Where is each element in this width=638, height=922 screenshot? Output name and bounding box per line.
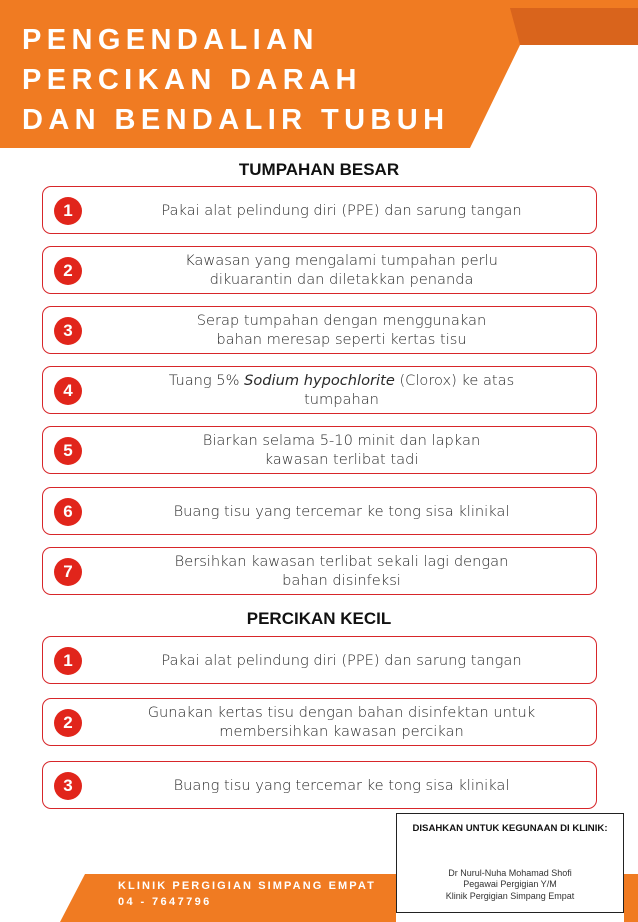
step-text-line: Pakai alat pelindung diri (PPE) dan sarung tangan <box>161 651 522 669</box>
step-text-line: Buang tisu yang tercemar ke tong sisa klinikal <box>173 776 510 794</box>
step-number: 1 <box>54 197 82 225</box>
step-number: 5 <box>54 437 82 465</box>
step-card <box>42 547 597 595</box>
title-line: PENGENDALIAN <box>22 24 319 56</box>
title-line: PERCIKAN DARAH <box>22 64 362 96</box>
step-text <box>99 367 584 413</box>
footer-clinic-name: KLINIK PERGIGIAN SIMPANG EMPAT <box>118 880 376 892</box>
step-text <box>99 307 584 353</box>
step-text-line: Gunakan kertas tisu dengan bahan disinfektan untuk <box>147 704 536 721</box>
step-number: 6 <box>54 498 82 526</box>
step-number: 3 <box>54 772 82 800</box>
step-text <box>99 187 584 233</box>
step-number: 3 <box>54 317 82 345</box>
approval-title: DISAHKAN UNTUK KEGUNAAN DI KLINIK: <box>412 823 608 834</box>
step-text-line: Bersihkan kawasan terlibat sekali lagi dengan <box>174 553 509 570</box>
step-text-line: Kawasan yang mengalami tumpahan perlu <box>185 252 498 269</box>
approval-line: Klinik Pergigian Simpang Empat <box>445 890 575 901</box>
step-text-prefix: Tuang 5% <box>168 372 245 389</box>
step-text-line: Serap tumpahan dengan menggunakan <box>196 312 487 329</box>
step-card <box>42 426 597 474</box>
step-card <box>42 487 597 535</box>
step-number: 7 <box>54 558 82 586</box>
step-card <box>42 698 597 746</box>
step-text-line: tumpahan <box>304 391 379 408</box>
step-text-line: Pakai alat pelindung diri (PPE) dan sarung tangan <box>161 201 522 219</box>
step-text-line: Buang tisu yang tercemar ke tong sisa klinikal <box>173 502 510 520</box>
step-card <box>42 636 597 684</box>
step-text-line: bahan meresap seperti kertas tisu <box>216 331 467 348</box>
step-text-line: dikuarantin dan diletakkan penanda <box>209 271 474 288</box>
step-number: 1 <box>54 647 82 675</box>
step-card <box>42 246 597 294</box>
approval-box <box>396 813 624 913</box>
step-number: 2 <box>54 257 82 285</box>
step-text <box>99 637 584 683</box>
step-text-line: Biarkan selama 5-10 minit dan lapkan <box>202 432 481 449</box>
step-text <box>99 762 584 808</box>
step-text-line: membersihkan kawasan percikan <box>219 723 464 740</box>
approval-line: Dr Nurul-Nuha Mohamad Shofi <box>448 867 572 878</box>
step-text <box>99 699 584 745</box>
step-card <box>42 366 597 414</box>
step-text <box>99 247 584 293</box>
step-card <box>42 761 597 809</box>
step-text <box>99 488 584 534</box>
section-title-percikan-kecil: PERCIKAN KECIL <box>246 609 392 628</box>
page-title <box>22 20 482 140</box>
step-card <box>42 306 597 354</box>
step-number: 4 <box>54 377 82 405</box>
step-card <box>42 186 597 234</box>
step-text-line: bahan disinfeksi <box>282 572 401 589</box>
step-text <box>99 427 584 473</box>
title-line: DAN BENDALIR TUBUH <box>22 104 450 136</box>
step-text-line: kawasan terlibat tadi <box>264 451 419 468</box>
step-number: 2 <box>54 709 82 737</box>
step-text-line <box>169 371 514 390</box>
approval-signatory <box>397 868 623 903</box>
step-text <box>99 548 584 594</box>
approval-line: Pegawai Pergigian Y/M <box>463 879 557 889</box>
footer-phone: 04 - 7647796 <box>118 896 212 908</box>
step-text-italic: Sodium hypochlorite <box>244 372 395 389</box>
step-text-suffix: (Clorox) ke atas <box>394 372 515 389</box>
section-title-tumpahan-besar: TUMPAHAN BESAR <box>238 160 400 179</box>
